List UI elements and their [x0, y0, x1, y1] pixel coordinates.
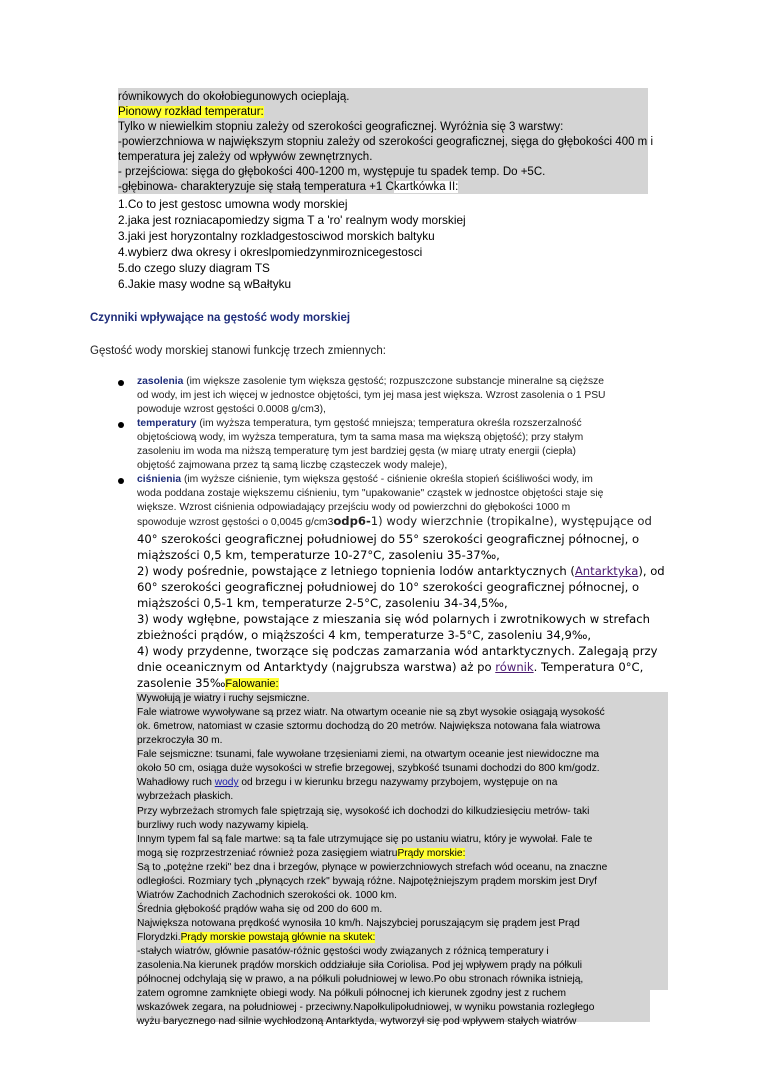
currents-causes-heading: Prądy morskie powstają głównie na skutek: — [180, 932, 376, 943]
bullet-dot-1 — [118, 380, 124, 386]
bullet-1-line-3: powoduje wzrost gęstości 0.0008 g/cm3), — [137, 404, 326, 415]
waves-line-13: Są to „potężne rzeki" bez dna i brzegów, płynące w powierzchniowych strefach wód oceanu, na znaczne — [137, 862, 608, 873]
bullet-dot-3 — [118, 478, 124, 484]
bullet-3-line-1 — [137, 473, 593, 487]
mass-line-2: miąższości 0,5 km, temperaturze 10-27°C, zasoleniu 35-37‰, — [137, 548, 500, 562]
waves-line-10: burzliwy ruch wody nazywamy kipielą. — [137, 820, 309, 831]
waves-line-2: Fale wiatrowe wywoływane są przez wiatr. Na otwartym oceanie nie są zbyt wysokie osiągają wysokość — [137, 707, 605, 718]
water-mass-1-start: 1) wody wierzchnie (tropikalne), występujące od — [370, 514, 652, 528]
waves-line-4: przekroczyła 30 m. — [137, 735, 223, 746]
quiz-question-1: 1.Co to jest gestosc umowna wody morskiej — [118, 197, 348, 211]
top-line-4: -powierzchniowa w największym stopniu zależy od szerokości geograficznej, sięga do głębokości 400 m i — [118, 136, 654, 148]
waves-line-23: wskazówek zegara, na południowej - przeciwny.Napołkulipołudniowej, w wyniku powstania rozległego — [137, 1002, 595, 1013]
waves-line-15: Wiatrów Zachodnich Zachodnich szerokości ok. 1000 km. — [137, 890, 397, 901]
waves-line-14: odległości. Rozmiary tych „płynących rzek" bywają różne. Najpotężniejszym prądem morskim jest Dryf — [137, 876, 597, 887]
waves-line-3: ok. 6metrow, natomiast w czasie sztormu dochodzą do 20 metrów. Największa notowana fala wiatrowa — [137, 721, 601, 732]
mass-2-text: 2) wody pośrednie, powstające z letniego topnienia lodów antarktycznych ( — [137, 564, 575, 578]
quiz-question-2: 2.jaka jest rozniacapomiedzy sigma T a 'ro' realnym wody morskiej — [118, 213, 466, 227]
bullet-2-line-1 — [137, 417, 582, 431]
top-line-7 — [118, 180, 458, 195]
quiz-question-6: 6.Jakie masy wodne są wBałtyku — [118, 277, 292, 291]
waves-line-12 — [137, 847, 465, 861]
mass-line-6: 3) wody wgłębne, powstające z mieszania się wód polarnych i zwrotnikowych w strefach — [137, 612, 651, 626]
waves-line-18 — [137, 931, 375, 945]
deep-layer-text: -głębinowa- charakteryzuje się stałą temperatura +1 C — [118, 181, 394, 193]
waves-line-1: Wywołują je wiatry i ruchy sejsmiczne. — [137, 693, 310, 704]
waves-line-9: Przy wybrzeżach stromych fale spiętrzają się, wysokość ich dochodzi do kilkudziesięciu metrów- taki — [137, 806, 590, 817]
term-pressure: ciśnienia — [137, 474, 182, 485]
bullet-3-text: (im wyższe ciśnienie, tym większa gęstość - ciśnienie określa stopień ściśliwości wody, im — [181, 474, 593, 485]
waves-line-7 — [137, 776, 557, 790]
waves-line-17: Największa notowana prędkość wynosiła 10 km/h. Najszybciej poruszającym się prądem jest Prąd — [137, 918, 580, 929]
mass-line-4: 60° szerokości geograficznej południowej do 10° szerokości geograficznej północnej, o — [137, 580, 640, 594]
waves-line-21: północnej odchylają się w prawo, a na półkuli południowej w lewo.Po obu stronach równika istnieją, — [137, 974, 584, 985]
waves-line-6: około 50 cm, osiąga duże wysokości w strefie brzegowej, szybkość tsunami dochodzi do 800 km/godz. — [137, 763, 600, 774]
mass-line-7: zbieżności prądów, o miąższości 4 km, temperaturze 3-5°C, zasoleniu 34,9‰, — [137, 628, 592, 642]
surf-text-tail: od brzegu i w kierunku brzegu nazywamy przybojem, występuje on na — [238, 777, 558, 788]
section-intro: Gęstość wody morskiej stanowi funkcję trzech zmiennych: — [90, 345, 386, 357]
quiz-question-4: 4.wybierz dwa okresy i okreslpomiedzynmiroznicegestosci — [118, 245, 423, 259]
bullet-2-line-4: objętość zajmowana przez tą samą liczbę cząsteczek wody maleje), — [137, 460, 448, 471]
vertical-temp-heading — [118, 105, 264, 120]
bullet-3-line-3: większe. Wzrost ciśnienia odpowiadający przejściu wody od powierzchni do głębokości 1000 m — [137, 502, 571, 513]
mass-line-9 — [137, 659, 643, 676]
mass-line-1: 40° szerokości geograficznej południowej do 55° szerokości geograficznej północnej, o — [137, 532, 640, 546]
waves-line-5: Fale sejsmiczne: tsunami, fale wywołane trzęsieniami ziemi, na otwartym oceanie jest niewidoczne ma — [137, 749, 600, 760]
answer-6-marker: odp6- — [333, 514, 371, 528]
bullet-1-line-2: od wody, im jest ich więcej w jednostce objętości, tym jej masa jest większa. Wzrost zasolenia o 1 PSU — [137, 390, 606, 401]
mass-4-text: dnie oceanicznym od Antarktydy (najgrubsza warstwa) aż po — [137, 660, 496, 674]
wody-link[interactable]: wody — [214, 777, 239, 788]
waves-line-19: -stałych wiatrów, głównie pasatów-różnic gęstości wody związanych z różnicą temperatury i — [137, 946, 549, 957]
waves-line-24: wyżu barycznego nad silnie wychłodzoną Antarktyda, wytworzył się pod wpływem stałych wiatrów — [137, 1016, 577, 1027]
mass-line-3 — [137, 563, 665, 580]
quiz-question-3: 3.jaki jest horyzontalny rozkladgestosciwod morskich baltyku — [118, 229, 435, 243]
mass-line-5: miąższości 0,5-1 km, temperaturze 2-5°C, zasoleniu 34-34,5‰, — [137, 596, 508, 610]
mass-line-8: 4) wody przydenne, tworzące się podczas zamarzania wód antarktycznych. Zalegają przy — [137, 644, 658, 658]
bullet-3-line-4 — [137, 515, 652, 530]
mass-4-tail: . Temperatura 0°C, — [533, 660, 644, 674]
waves-line-11: Innym typem fal są fale martwe: są ta fale utrzymujące się po ustaniu wiatru, który je wywołał. Fale te — [137, 834, 593, 845]
quiz-question-5: 5.do czego sluzy diagram TS — [118, 261, 270, 275]
surf-text: Wahadłowy ruch — [137, 777, 215, 788]
term-temperature: temperatury — [137, 418, 197, 429]
rownik-link[interactable]: równik — [495, 660, 534, 674]
bullet-1-text: (im większe zasolenie tym większa gęstość; rozpuszczone substancje mineralne są cięższe — [183, 376, 604, 387]
top-line-6: - przejściowa: sięga do głębokości 400-1200 m, występuje tu spadek temp. Do +5C. — [118, 166, 546, 178]
bullet-2-line-3: zasoleniu im woda ma niższą temperaturę tym jest bardziej gęsta (w miarę utraty energii (ciepła) — [137, 446, 576, 457]
top-line-3: Tylko w niewielkim stopniu zależy od szerokości geograficznej. Wyróżnia się 3 warstwy: — [118, 121, 564, 133]
bullet-2-line-2: objętościową wody, im wyższa temperatura, tym ta sama masa ma większą objętość); przy stałym — [137, 432, 584, 443]
currents-heading: Prądy morskie: — [397, 848, 466, 859]
florida-current: Florydzki. — [137, 932, 181, 943]
mass-2-tail: ), od — [638, 564, 665, 578]
dead-waves-text: mogą się rozprzestrzeniać również poza zasięgiem wiatru — [137, 848, 398, 859]
waves-heading: Falowanie: — [225, 678, 279, 690]
pressure-density-text: spowoduje wzrost gęstości o 0,0045 g/cm3 — [137, 517, 334, 528]
waves-line-22: zatem ogromne zamknięte obiegi wody. Na półkuli północnej ich kierunek zgodny jest z ruchem — [137, 988, 567, 999]
bullet-3-line-2: woda poddana zostaje większemu ciśnieniu, tym "upakowanie" cząstek w jednostce objętości staje się — [137, 488, 604, 499]
bullet-dot-2 — [118, 422, 124, 428]
term-salinity: zasolenia — [137, 376, 184, 387]
section-heading: Czynniki wpływające na gęstość wody morskiej — [90, 312, 351, 324]
top-line-5: temperatura jej zależy od wpływów zewnętrznych. — [118, 151, 373, 163]
waves-line-16: Średnia głębokość prądów waha się od 200 do 600 m. — [137, 904, 383, 915]
top-line-1: równikowych do okołobiegunowych ocieplają. — [118, 91, 350, 103]
waves-line-20: zasolenia.Na kierunek prądów morskich oddziałuje siła Coriolisa. Pod jej wpływem prądy na półkuli — [137, 960, 583, 971]
quiz-title: kartkówka II: — [393, 181, 459, 193]
mass-4-salinity: zasolenie 35‰ — [137, 676, 226, 690]
waves-line-8: wybrzeżach płaskich. — [137, 791, 234, 802]
bullet-1-line-1 — [137, 375, 604, 389]
antarktyka-link[interactable]: Antarktyka — [574, 564, 639, 578]
bullet-2-text: (im wyższa temperatura, tym gęstość mniejsza; temperatura określa rozszerzalność — [196, 418, 582, 429]
vertical-temp-heading-text: Pionowy rozkład temperatur: — [118, 106, 264, 118]
mass-line-10 — [137, 675, 279, 693]
